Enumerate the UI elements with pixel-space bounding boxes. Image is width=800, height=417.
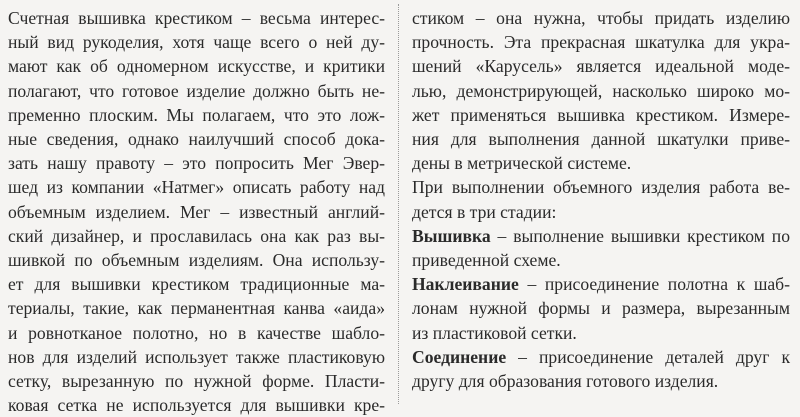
- text-line: полагают, что готовое изделие должно быть не-: [8, 80, 385, 101]
- right-column: [412, 6, 790, 393]
- text-line: ный вид рукоделия, хотя чаще всего о ней ду-: [8, 32, 385, 53]
- stage-term: Соединение: [412, 346, 507, 367]
- text-line: териалы, такие, как перманентная канва «аида»: [8, 298, 385, 319]
- text-line: прочность. Эта прекрасная шкатулка для укра-: [412, 32, 790, 53]
- text-line: шивкой по объемным изделиям. Она использу-: [8, 250, 385, 271]
- text-line: нов для изделий использует также пластиковую: [8, 346, 385, 367]
- text-line: лью, демонстрирующей, насколько широко мо-: [412, 80, 790, 101]
- column-divider: [398, 4, 399, 404]
- text-line: пременно плоским. Мы полагаем, что это лож-: [8, 104, 385, 125]
- text-line: зать нашу правоту – это попросить Мег Эвер-: [8, 153, 385, 174]
- text-line: шед из компании «Натмег» описать работу над: [8, 177, 385, 198]
- text-line: другу для образования готового изделия.: [412, 371, 719, 392]
- text-line: приведенной схеме.: [412, 250, 561, 271]
- text-line: объемным изделием. Мег – известный англий-: [8, 201, 385, 222]
- text-line: шений «Карусель» является идеальной моде-: [412, 56, 790, 77]
- stage-joining: [412, 345, 790, 369]
- text-line: мают как об одномерном искусстве, и критики: [8, 56, 385, 77]
- stage-embroidery: [412, 224, 790, 248]
- stage-description: – присоединение полотна к шаб-: [518, 274, 790, 295]
- left-column: [8, 6, 385, 417]
- text-line: стиком – она нужна, чтобы придать изделию: [412, 8, 790, 28]
- stage-gluing: [412, 272, 790, 296]
- text-line: дены в метрической системе.: [412, 153, 632, 174]
- text-line: ные сведения, однако наилучший способ дока-: [8, 129, 385, 150]
- text-line: ет для вышивки крестиком традиционные ма-: [8, 274, 385, 295]
- text-line: Счетная вышивка крестиком – весьма интерес-: [8, 8, 385, 28]
- text-line: лонам нужной формы и размера, вырезанным: [412, 298, 790, 319]
- stage-term: Наклеивание: [412, 274, 519, 295]
- text-line: ский дизайнер, и прославилась она как раз вы-: [8, 225, 385, 246]
- text-line: ковая сетка не используется для вышивки кре-: [8, 395, 385, 416]
- stage-description: – выполнение вышивки крестиком по: [490, 225, 790, 246]
- text-line: сетку, вырезанную по нужной форме. Пласти-: [8, 371, 385, 392]
- stage-term: Вышивка: [412, 225, 491, 246]
- text-line: из пластиковой сетки.: [412, 322, 577, 343]
- text-line: ния для выполнения данной шкатулки приве-: [412, 129, 790, 150]
- intro-line: При выполнении объемного изделия работа ве-: [412, 177, 790, 198]
- text-line: жет применяться вышивка крестиком. Измере-: [412, 104, 790, 125]
- intro-line: дется в три стадии:: [412, 201, 557, 222]
- stage-description: – присоединение деталей друг к: [506, 346, 790, 367]
- text-line: и ровнотканое полотно, но в качестве шабло-: [8, 322, 385, 343]
